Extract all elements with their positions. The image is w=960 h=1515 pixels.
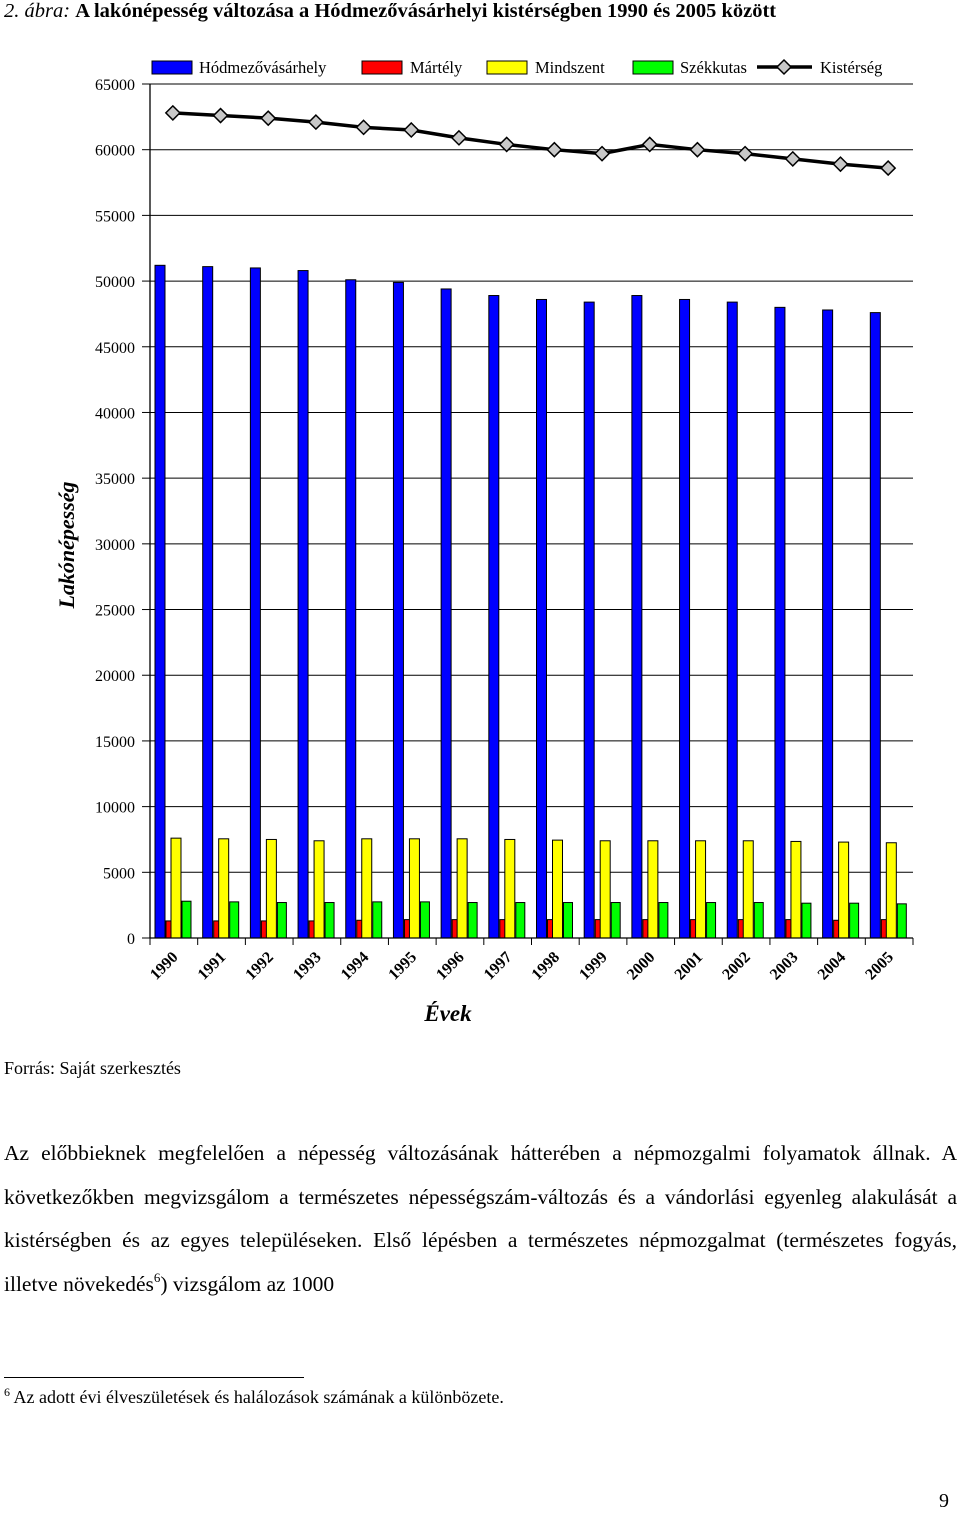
x-tick-label: 2005 [862,948,897,984]
x-tick-label: 2001 [671,948,707,984]
bar-h-dmez-v-s-rhely-1996 [441,289,451,938]
paragraph-text: Az előbbieknek megfelelően a népesség változásának hátterében a népmozgalmi folyamatok állnak. A következőkben megvizsgálom a természetes népességszám-változás és a vándorlási egyenleg alakulását a kistérségben és az egyes településeken. Első lépésben a természetes népmozgalmat (természetes fogyás, illetve növekedés [4,1141,957,1296]
y-tick-label: 55000 [95,208,135,226]
x-tick-label: 1993 [290,948,325,984]
bar-h-dmez-v-s-rhely-1994 [346,280,356,938]
legend-label-h-dmez-v-s-rhely: Hódmezővásárhely [199,58,327,77]
y-tick-label: 50000 [95,274,135,292]
bar-mindszent-1997 [505,839,515,938]
bar-sz-kkutas-2000 [659,903,668,938]
x-tick-label: 1995 [385,948,421,984]
population-chart [0,30,960,1045]
kisterseg-point-1996 [452,131,466,145]
bar-h-dmez-v-s-rhely-2003 [775,307,785,938]
bar-sz-kkutas-1997 [516,903,525,938]
bars [155,265,906,938]
figure-caption-prefix: 2. ábra: [4,0,71,22]
y-tick-label: 0 [127,931,135,948]
bar-sz-kkutas-1994 [373,902,382,938]
bar-h-dmez-v-s-rhely-1998 [537,299,547,938]
legend-swatch-h-dmez-v-s-rhely [152,61,192,74]
x-tick-label: 1998 [528,948,564,984]
bar-h-dmez-v-s-rhely-2005 [870,313,880,938]
bar-sz-kkutas-1993 [325,903,334,938]
bar-sz-kkutas-1992 [277,903,286,938]
bar-sz-kkutas-1996 [468,903,477,938]
bar-h-dmez-v-s-rhely-1993 [298,271,308,938]
kisterseg-point-2002 [738,147,752,161]
kisterseg-point-2001 [690,143,704,157]
bar-h-dmez-v-s-rhely-2000 [632,296,642,938]
bar-mindszent-1996 [457,839,467,938]
bar-mindszent-1994 [362,839,372,938]
legend-swatch-diamond [777,60,791,74]
x-tick-label: 1994 [337,948,373,984]
body-paragraph [4,1132,957,1306]
bar-h-dmez-v-s-rhely-1995 [393,282,403,938]
x-tick-label: 1999 [576,948,611,984]
y-tick-label: 20000 [95,668,135,686]
bar-mindszent-2004 [839,842,849,938]
footnote-text: Az adott évi élveszületések és halálozások számának a különbözete. [13,1387,504,1407]
bar-mindszent-2002 [743,841,753,938]
legend-swatch-m-rt-ly [362,61,402,74]
bar-h-dmez-v-s-rhely-2001 [680,299,690,938]
bar-mindszent-1990 [171,838,181,938]
bar-mindszent-2003 [791,841,801,938]
y-tick-label: 65000 [95,77,135,94]
kisterseg-point-2003 [786,152,800,166]
footnote-number: 6 [4,1385,10,1399]
kisterseg-point-1998 [547,143,561,157]
bar-mindszent-1991 [219,839,229,938]
y-tick-label: 10000 [95,799,135,817]
kisterseg-point-1999 [595,147,609,161]
bar-h-dmez-v-s-rhely-1997 [489,296,499,938]
paragraph-text-after: ) vizsgálom az 1000 [160,1271,335,1296]
footnote-divider [4,1377,304,1378]
kisterseg-line [166,106,895,175]
legend-label-m-rt-ly: Mártély [410,58,463,77]
x-axis-title: Évek [424,1001,472,1026]
bar-sz-kkutas-2005 [897,904,906,938]
bar-mindszent-1993 [314,841,324,938]
figure-caption-title: A lakónépesség változása a Hódmezővásárhelyi kistérségben 1990 és 2005 között [75,0,777,22]
x-tick-label: 2002 [719,948,754,984]
bar-sz-kkutas-1991 [230,902,239,938]
bar-sz-kkutas-1999 [611,903,620,938]
y-tick-label: 25000 [95,602,135,620]
x-axis [147,938,913,983]
bar-mindszent-1999 [600,841,610,938]
bar-sz-kkutas-2002 [754,903,763,938]
chart-legend [152,58,882,77]
x-tick-label: 2003 [766,948,802,984]
bar-mindszent-1995 [409,839,419,938]
x-tick-label: 1990 [147,948,182,984]
bar-mindszent-1998 [553,840,563,938]
page-number: 9 [939,1490,949,1512]
footnote [4,1387,504,1408]
bar-sz-kkutas-2003 [802,903,811,938]
bar-h-dmez-v-s-rhely-1991 [203,267,213,938]
legend-swatch-sz-kkutas [633,61,673,74]
kisterseg-point-1993 [309,115,323,129]
kisterseg-point-1990 [166,106,180,120]
kisterseg-point-1995 [404,123,418,137]
bar-sz-kkutas-1998 [564,903,573,938]
kisterseg-point-2005 [881,161,895,175]
y-tick-label: 5000 [103,865,135,883]
bar-h-dmez-v-s-rhely-1990 [155,265,165,938]
bar-sz-kkutas-2001 [707,903,716,938]
bar-h-dmez-v-s-rhely-1992 [250,268,260,938]
bar-mindszent-2005 [886,843,896,938]
bar-mindszent-1992 [266,839,276,938]
footnote-reference: 6 [153,1269,161,1285]
kisterseg-point-2004 [833,157,847,171]
gridlines [150,84,913,872]
y-tick-label: 60000 [95,142,135,160]
x-tick-label: 2004 [814,948,850,984]
x-tick-label: 2000 [623,948,659,984]
legend-label-mindszent: Mindszent [535,58,605,77]
x-tick-label: 1992 [242,948,278,984]
y-tick-label: 45000 [95,339,135,357]
bar-h-dmez-v-s-rhely-1999 [584,302,594,938]
bar-mindszent-2000 [648,841,658,938]
y-tick-label: 40000 [95,405,135,423]
x-tick-label: 1991 [194,948,230,984]
legend-label-sz-kkutas: Székkutas [680,58,747,77]
bar-mindszent-2001 [696,841,706,938]
legend-swatch-mindszent [487,61,527,74]
figure-caption [4,0,776,23]
kisterseg-line-path [173,113,888,168]
y-tick-label: 30000 [95,536,135,554]
kisterseg-point-1994 [357,120,371,134]
bar-h-dmez-v-s-rhely-2002 [727,302,737,938]
x-tick-label: 1996 [433,948,468,984]
bar-h-dmez-v-s-rhely-2004 [823,310,833,938]
bar-sz-kkutas-2004 [850,903,859,938]
legend-label-kist-rs-g: Kistérség [820,58,883,77]
y-axis-title: Lakónépesség [54,481,79,609]
x-tick-label: 1997 [480,948,516,984]
y-tick-label: 15000 [95,733,135,751]
kisterseg-point-1992 [261,111,275,125]
bar-sz-kkutas-1995 [420,902,429,938]
y-axis [95,77,150,948]
source-note: Forrás: Saját szerkesztés [4,1058,181,1078]
kisterseg-point-1991 [214,109,228,123]
y-tick-label: 35000 [95,471,135,489]
bar-sz-kkutas-1990 [182,901,191,938]
